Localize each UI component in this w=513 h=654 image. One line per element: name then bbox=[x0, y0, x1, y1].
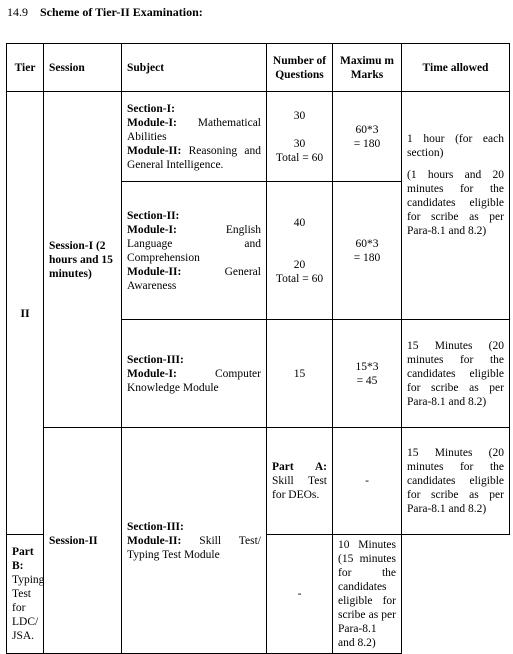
module-text: Skill Test/ Typing Test Module bbox=[127, 534, 261, 561]
section-label: Section-III: bbox=[127, 520, 184, 533]
part-text: Typing Test for LDC/ JSA. bbox=[12, 574, 45, 642]
time-cell: 15 Minutes (20 minutes for the candidates eligible for scribe as per Para-8.1 and 8.2) bbox=[402, 320, 510, 428]
header-session: Session bbox=[44, 44, 122, 92]
header-time: Time allowed bbox=[402, 44, 510, 92]
session-1-cell: Session-I (2 hours and 15 minutes) bbox=[44, 92, 122, 428]
part-a-cell bbox=[267, 428, 333, 535]
module-text: English Language and Comprehension bbox=[127, 223, 261, 264]
questions-value: 20 bbox=[293, 258, 306, 271]
marks-formula: 15*3 bbox=[355, 360, 379, 373]
module-label: Module-I: bbox=[127, 116, 177, 129]
part-label: Part A: bbox=[272, 461, 327, 473]
subject-cell bbox=[122, 92, 267, 182]
marks-total: = 45 bbox=[356, 374, 378, 387]
marks-cell: - bbox=[267, 535, 333, 654]
header-subject: Subject bbox=[122, 44, 267, 92]
table-row bbox=[7, 428, 510, 535]
marks-cell bbox=[333, 320, 402, 428]
questions-cell: 15 bbox=[267, 320, 333, 428]
marks-cell bbox=[333, 92, 402, 182]
subject-cell bbox=[122, 428, 267, 654]
session-2-cell: Session-II bbox=[44, 428, 122, 654]
module-text: Computer Knowledge Module bbox=[127, 367, 261, 394]
header-row bbox=[7, 44, 510, 92]
questions-cell bbox=[267, 182, 333, 320]
exam-scheme-table bbox=[6, 43, 510, 654]
module-label: Module-II: bbox=[127, 144, 182, 157]
section-number: 14.9 bbox=[7, 5, 28, 19]
module-text: Reasoning and General Intelligence. bbox=[127, 144, 261, 171]
part-b-cell bbox=[7, 535, 44, 654]
section-label: Section-I: bbox=[127, 102, 175, 115]
time-text: (1 hours and 20 minutes for the candidates eligible for scribe as per Para-8.1 and 8.2) bbox=[407, 169, 504, 237]
section-title: Scheme of Tier-II Examination: bbox=[40, 5, 203, 19]
header-questions: Number of Questions bbox=[267, 44, 333, 92]
section-label: Section-II: bbox=[127, 209, 180, 222]
module-label: Module-I: bbox=[127, 367, 177, 380]
part-label: Part B: bbox=[12, 546, 34, 572]
part-text: Skill Test for DEOs. bbox=[272, 475, 327, 501]
header-tier: Tier bbox=[7, 44, 44, 92]
module-text: Mathematical Abilities bbox=[127, 116, 261, 143]
subject-cell bbox=[122, 320, 267, 428]
time-cell bbox=[402, 92, 510, 320]
module-label: Module-I: bbox=[127, 223, 177, 236]
marks-total: = 180 bbox=[353, 137, 381, 150]
subject-cell bbox=[122, 182, 267, 320]
time-cell: 10 Minutes (15 minutes for the candidates eligible for scribe as per Para-8.1 and 8.2) bbox=[333, 535, 402, 654]
marks-cell: - bbox=[333, 428, 402, 535]
questions-total: Total = 60 bbox=[275, 272, 324, 285]
questions-value: 30 bbox=[293, 109, 306, 122]
time-text: 1 hour (for each section) bbox=[407, 133, 504, 159]
marks-cell bbox=[333, 182, 402, 320]
section-label: Section-III: bbox=[127, 353, 184, 366]
module-text: General Awareness bbox=[127, 265, 261, 292]
questions-value: 40 bbox=[293, 216, 306, 229]
questions-total: Total = 60 bbox=[275, 151, 324, 164]
tier-cell: II bbox=[7, 92, 44, 535]
marks-formula: 60*3 bbox=[355, 237, 379, 250]
time-cell: 15 Minutes (20 minutes for the candidates eligible for scribe as per Para-8.1 and 8.2) bbox=[402, 428, 510, 535]
header-marks: Maximu m Marks bbox=[333, 44, 402, 92]
module-label: Module-II: bbox=[127, 534, 182, 547]
module-label: Module-II: bbox=[127, 265, 182, 278]
table-row bbox=[7, 92, 510, 182]
section-heading bbox=[7, 5, 203, 20]
questions-value: 30 bbox=[293, 137, 306, 150]
marks-total: = 180 bbox=[353, 251, 381, 264]
questions-cell bbox=[267, 92, 333, 182]
marks-formula: 60*3 bbox=[355, 123, 379, 136]
